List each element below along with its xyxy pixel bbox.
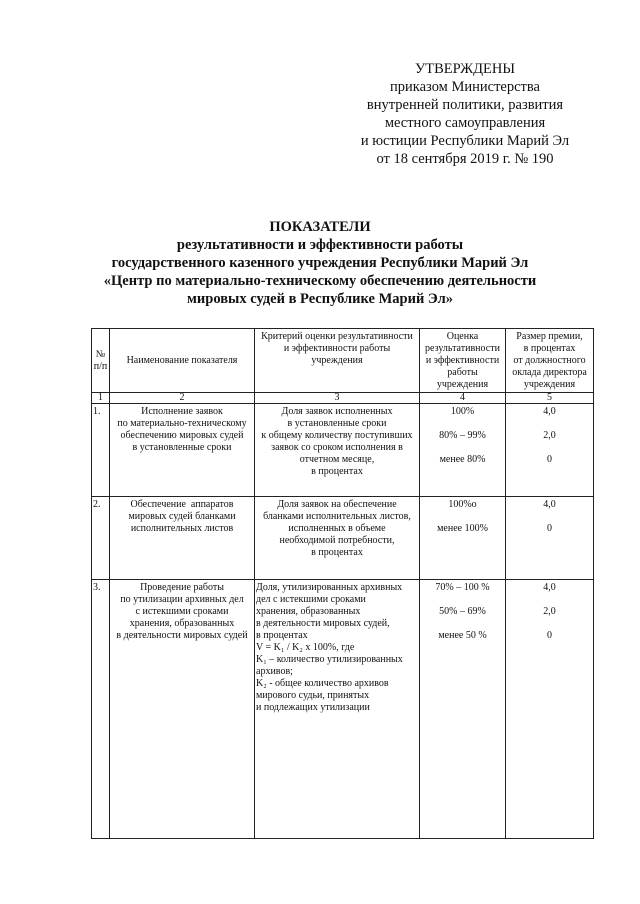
cell-text: 4,0 bbox=[543, 406, 556, 417]
cell-text: менее 50 % bbox=[438, 630, 487, 641]
indicator-name bbox=[110, 497, 255, 580]
header-text: № bbox=[95, 348, 106, 360]
cell-text: обеспечению мировых судей bbox=[120, 430, 244, 441]
cell-text: и подлежащих утилизации bbox=[256, 702, 370, 713]
cell-text: 4,0 bbox=[543, 499, 556, 510]
approval-line: внутренней политики, развития bbox=[366, 97, 564, 113]
score bbox=[420, 404, 506, 497]
cell-text: Проведение работы bbox=[140, 582, 224, 593]
cell-text: 0 bbox=[547, 454, 552, 465]
cell-text: хранения, образованных bbox=[256, 606, 361, 617]
cell-text: исполненных в объеме bbox=[288, 523, 386, 534]
cell-text: 70% – 100 % bbox=[435, 582, 490, 593]
header-cell-criterion bbox=[255, 329, 420, 393]
formula-text: V = K₁ / K₂ х 100%, где bbox=[256, 642, 355, 653]
header-text: и эффективности работы bbox=[283, 343, 391, 354]
header-text: в процентах bbox=[523, 342, 576, 354]
header-cell-score bbox=[420, 329, 506, 393]
approval-stamp bbox=[340, 60, 590, 168]
approval-line: приказом Министерства bbox=[390, 79, 540, 95]
cell-text: заявок со сроком исполнения в bbox=[271, 442, 403, 453]
cell-text: Исполнение заявок bbox=[141, 406, 223, 417]
header-text: и эффективности bbox=[425, 354, 500, 366]
header-cell-bonus bbox=[506, 329, 594, 393]
column-number: 1 bbox=[92, 393, 110, 404]
column-number: 3 bbox=[255, 393, 420, 404]
score bbox=[420, 580, 506, 839]
cell-text: менее 100% bbox=[437, 523, 488, 534]
cell-text: 50% – 69% bbox=[439, 606, 486, 617]
cell-text: к общему количеству поступивших bbox=[261, 430, 413, 441]
title-line: результативности и эффективности работы bbox=[176, 237, 464, 253]
header-text: работы bbox=[447, 366, 478, 378]
table-header-row bbox=[92, 329, 594, 393]
cell-text: 2,0 bbox=[543, 606, 556, 617]
cell-text: необходимой потребности, bbox=[279, 535, 395, 546]
title-line: мировых судей в Республике Марий Эл» bbox=[187, 291, 453, 307]
indicator-name bbox=[110, 580, 255, 839]
criterion bbox=[255, 404, 420, 497]
header-text: Критерий оценки результативности bbox=[261, 331, 413, 342]
header-text: результативности bbox=[425, 342, 500, 354]
indicators-table bbox=[91, 328, 594, 839]
cell-text: 0 bbox=[547, 523, 552, 534]
column-number: 4 bbox=[420, 393, 506, 404]
bonus bbox=[506, 580, 594, 839]
cell-text: хранения, образованных bbox=[129, 618, 235, 629]
approval-line: и юстиции Республики Марий Эл bbox=[360, 133, 570, 149]
cell-text: исполнительных листов bbox=[130, 523, 234, 534]
cell-text: 2,0 bbox=[543, 430, 556, 441]
table-row bbox=[92, 580, 594, 839]
cell-text: Обеспечение аппаратов bbox=[130, 499, 234, 510]
cell-text: в деятельности мировых судей bbox=[116, 630, 248, 641]
cell-text: мирового судьи, принятых bbox=[256, 690, 370, 701]
criterion bbox=[255, 580, 420, 839]
cell-text: в деятельности мировых судей, bbox=[256, 618, 390, 629]
column-number: 2 bbox=[110, 393, 255, 404]
cell-text: Доля заявок на обеспечение bbox=[277, 499, 397, 510]
cell-text: K₁ – количество утилизированных bbox=[256, 654, 403, 665]
indicator-name bbox=[110, 404, 255, 497]
row-number: 2. bbox=[92, 497, 110, 580]
column-number-row bbox=[92, 393, 594, 404]
cell-text: дел с истекшими сроками bbox=[256, 594, 366, 605]
cell-text: в процентах bbox=[311, 547, 363, 558]
approval-date: от 18 сентября 2019 г. № 190 bbox=[376, 151, 554, 167]
header-cell-name bbox=[110, 329, 255, 393]
cell-text: 100%о bbox=[448, 499, 477, 510]
title-heading: ПОКАЗАТЕЛИ bbox=[269, 219, 371, 235]
cell-text: Доля, утилизированных архивных bbox=[256, 582, 403, 593]
header-text: Оценка bbox=[446, 330, 479, 342]
cell-text: архивов; bbox=[256, 666, 293, 677]
approval-line: местного самоуправления bbox=[384, 115, 546, 131]
header-text: Наименование показателя bbox=[126, 354, 238, 366]
header-text: Размер премии, bbox=[516, 330, 583, 342]
column-number: 5 bbox=[506, 393, 594, 404]
header-cell-number bbox=[92, 329, 110, 393]
header-text: п/п bbox=[93, 360, 108, 372]
cell-text: 0 bbox=[547, 630, 552, 641]
title-line: «Центр по материально-техническому обеспечению деятельности bbox=[103, 273, 537, 289]
cell-text: по материально-техническому bbox=[117, 418, 247, 429]
cell-text: K₂ - общее количество архивов bbox=[256, 678, 389, 689]
header-text: учреждения bbox=[436, 378, 489, 390]
header-text: учреждения bbox=[311, 355, 363, 366]
cell-text: 100% bbox=[450, 406, 475, 417]
header-text: оклада директора bbox=[512, 366, 587, 378]
cell-text: по утилизации архивных дел bbox=[120, 594, 244, 605]
cell-text: в процентах bbox=[311, 466, 363, 477]
cell-text: 4,0 bbox=[543, 582, 556, 593]
cell-text: с истекшими сроками bbox=[135, 606, 229, 617]
bonus bbox=[506, 497, 594, 580]
document-title bbox=[40, 218, 600, 308]
table-row bbox=[92, 404, 594, 497]
title-line: государственного казенного учреждения Республики Марий Эл bbox=[111, 255, 529, 271]
approval-heading: УТВЕРЖДЕНЫ bbox=[414, 61, 516, 77]
cell-text: в установленные сроки bbox=[132, 442, 232, 453]
criterion bbox=[255, 497, 420, 580]
row-number: 3. bbox=[92, 580, 110, 839]
cell-text: бланками исполнительных листов, bbox=[263, 511, 411, 522]
row-number: 1. bbox=[92, 404, 110, 497]
cell-text: в процентах bbox=[256, 630, 308, 641]
header-text: учреждения bbox=[523, 378, 576, 390]
score bbox=[420, 497, 506, 580]
cell-text: в установленные сроки bbox=[287, 418, 387, 429]
bonus bbox=[506, 404, 594, 497]
table-row bbox=[92, 497, 594, 580]
cell-text: менее 80% bbox=[439, 454, 486, 465]
header-text: от должностного bbox=[513, 354, 586, 366]
cell-text: мировых судей бланками bbox=[128, 511, 236, 522]
cell-text: отчетном месяце, bbox=[299, 454, 375, 465]
cell-text: 80% – 99% bbox=[439, 430, 486, 441]
cell-text: Доля заявок исполненных bbox=[281, 406, 393, 417]
